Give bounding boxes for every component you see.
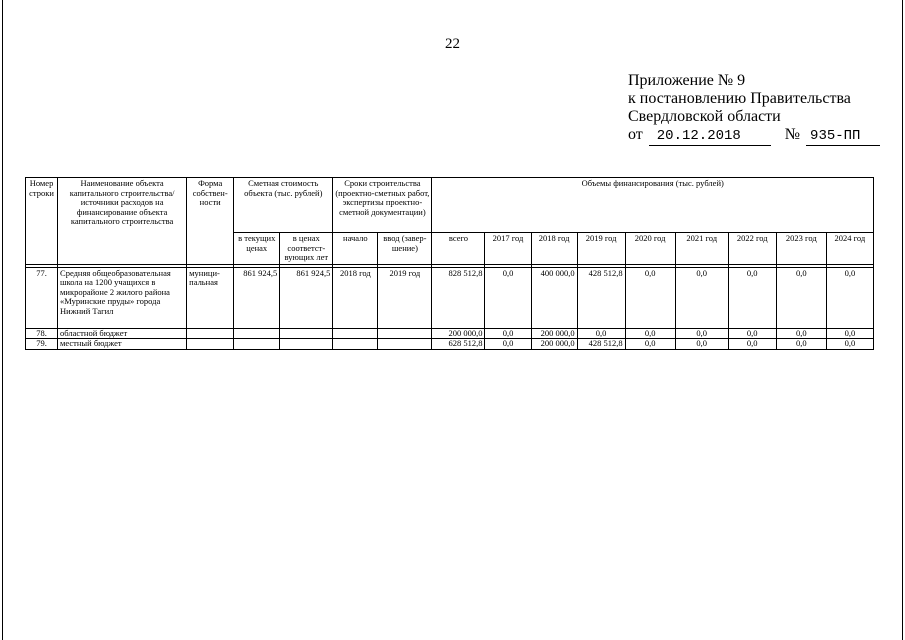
scan-border-right (902, 0, 903, 640)
appendix-date-line (628, 126, 880, 146)
cost-past (280, 328, 333, 339)
year-2019-value: 428 512,8 (577, 267, 625, 328)
year-2021-value: 0,0 (675, 267, 728, 328)
year-2022-value: 0,0 (728, 339, 776, 350)
cost-current: 861 924,5 (234, 267, 280, 328)
year-2020-value: 0,0 (625, 328, 675, 339)
row-number: 79. (26, 339, 58, 350)
header-year-2017: 2017 год (485, 233, 531, 265)
term-start: 2018 год (333, 267, 378, 328)
header-year-2022: 2022 год (728, 233, 776, 265)
year-2017-value: 0,0 (485, 267, 531, 328)
decree-number: 935-ПП (806, 127, 880, 146)
year-2024-value: 0,0 (826, 267, 873, 328)
year-2018-value: 200 000,0 (531, 339, 577, 350)
year-2021-value: 0,0 (675, 339, 728, 350)
cost-past (280, 339, 333, 350)
term-start (333, 339, 378, 350)
year-2020-value: 0,0 (625, 267, 675, 328)
year-2023-value: 0,0 (776, 339, 826, 350)
term-end (378, 339, 432, 350)
decree-date: 20.12.2018 (649, 127, 771, 146)
total: 200 000,0 (432, 328, 485, 339)
object-name: Средняя общеобразовательная школа на 1200 учащихся в микрорайоне 2 жилого района «Муринские пруды» города Нижний Тагил (58, 267, 187, 328)
number-prefix: № (784, 126, 801, 143)
header-object-name: Наименование объекта капитального строительства/ источники расходов на финансирование объекта капитального строительства (58, 178, 187, 265)
term-end (378, 328, 432, 339)
header-year-2018: 2018 год (531, 233, 577, 265)
header-cost-current: в текущих ценах (234, 233, 280, 265)
year-2018-value: 400 000,0 (531, 267, 577, 328)
year-2019-value: 428 512,8 (577, 339, 625, 350)
header-estimated-cost: Сметная стоимость объекта (тыс. рублей) (234, 178, 333, 233)
page-number: 22 (445, 36, 460, 52)
cost-past: 861 924,5 (280, 267, 333, 328)
appendix-title: Приложение № 9 (628, 72, 746, 89)
scan-border-left (2, 0, 3, 640)
year-2022-value: 0,0 (728, 328, 776, 339)
ownership: муници-пальная (187, 267, 234, 328)
year-2024-value: 0,0 (826, 339, 873, 350)
term-end: 2019 год (378, 267, 432, 328)
header-year-2024: 2024 год (826, 233, 873, 265)
date-prefix: от (628, 126, 643, 143)
year-2023-value: 0,0 (776, 267, 826, 328)
header-year-2021: 2021 год (675, 233, 728, 265)
header-year-2019: 2019 год (577, 233, 625, 265)
table-row (26, 339, 874, 350)
year-2023-value: 0,0 (776, 328, 826, 339)
header-cost-past: в ценах соответст-вующих лет (280, 233, 333, 265)
appendix-header (628, 72, 880, 146)
term-start (333, 328, 378, 339)
cost-current (234, 339, 280, 350)
year-2017-value: 0,0 (485, 339, 531, 350)
header-total: всего (432, 233, 485, 265)
appendix-region: Свердловской области (628, 108, 781, 125)
header-ownership: Форма собствен-ности (187, 178, 234, 265)
table-row (26, 328, 874, 339)
header-term-end: ввод (завер-шение) (378, 233, 432, 265)
year-2020-value: 0,0 (625, 339, 675, 350)
ownership (187, 339, 234, 350)
header-construction-terms: Сроки строительства (проектно-сметных работ, экспертизы проектно-сметной документации) (333, 178, 432, 233)
header-year-2023: 2023 год (776, 233, 826, 265)
row-number: 77. (26, 267, 58, 328)
year-2024-value: 0,0 (826, 328, 873, 339)
table-row (26, 267, 874, 328)
total: 828 512,8 (432, 267, 485, 328)
appendix-reference: к постановлению Правительства (628, 90, 851, 107)
year-2019-value: 0,0 (577, 328, 625, 339)
year-2017-value: 0,0 (485, 328, 531, 339)
header-year-2020: 2020 год (625, 233, 675, 265)
header-term-start: начало (333, 233, 378, 265)
financing-table (25, 177, 874, 350)
header-row-number: Номер строки (26, 178, 58, 265)
object-name: областной бюджет (58, 328, 187, 339)
year-2018-value: 200 000,0 (531, 328, 577, 339)
header-financing: Объемы финансирования (тыс. рублей) (432, 178, 874, 233)
ownership (187, 328, 234, 339)
object-name: местный бюджет (58, 339, 187, 350)
year-2021-value: 0,0 (675, 328, 728, 339)
year-2022-value: 0,0 (728, 267, 776, 328)
row-number: 78. (26, 328, 58, 339)
total: 628 512,8 (432, 339, 485, 350)
cost-current (234, 328, 280, 339)
